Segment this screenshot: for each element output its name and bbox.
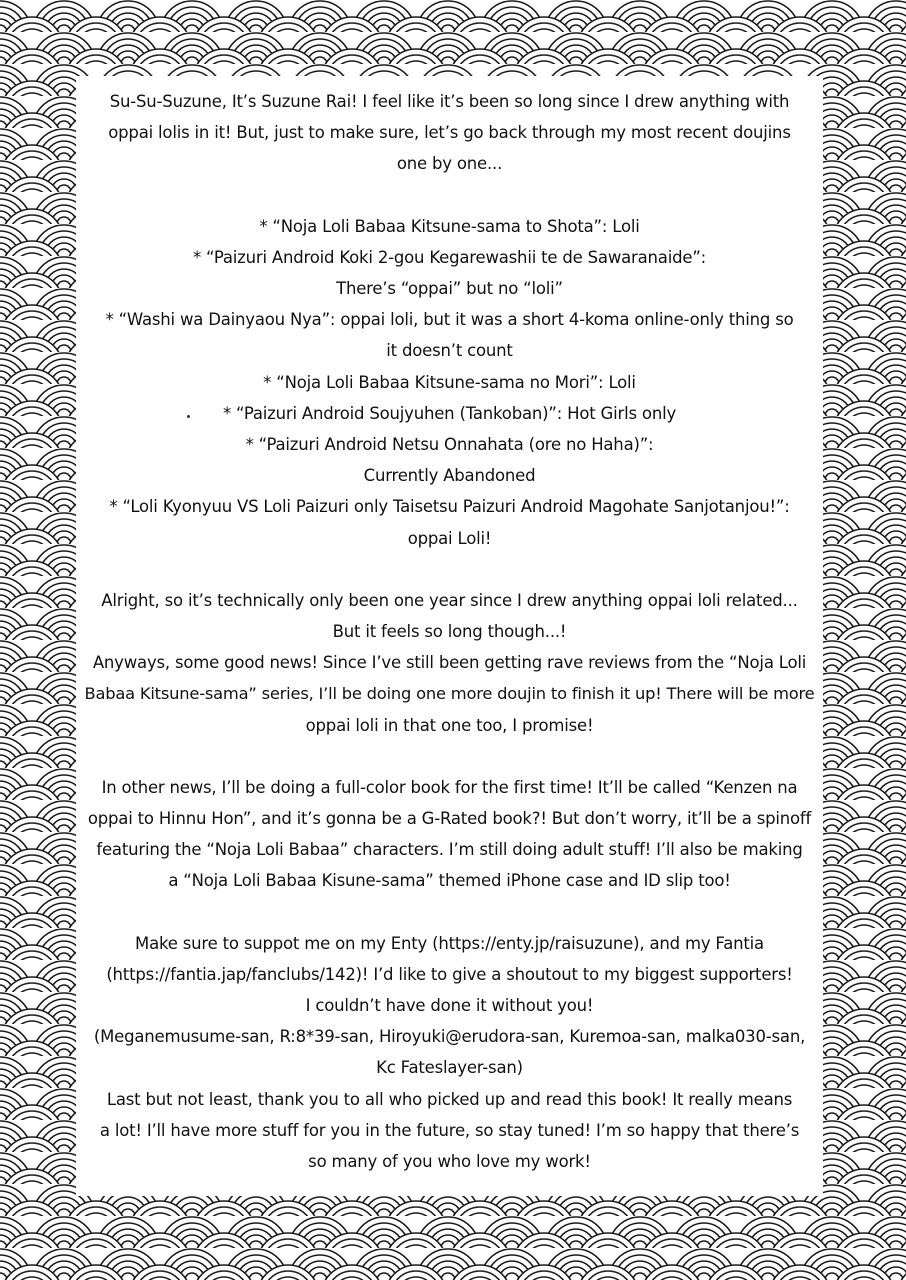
text-line: oppai lolis in it! But, just to make sure, let’s go back through my most recent doujins — [108, 123, 791, 143]
full-color-paragraph — [84, 772, 815, 897]
text-line: I couldn’t have done it without you! — [305, 996, 594, 1016]
text-line: (https://fantia.jap/fanclubs/142)! I’d like to give a shoutout to my biggest supporters! — [106, 964, 793, 984]
text-line: Last but not least, thank you to all who picked up and read this book! It really means — [106, 1089, 793, 1109]
list-item: it doesn’t count — [386, 341, 513, 361]
thanks-paragraph — [84, 928, 815, 1178]
list-item: * “Noja Loli Babaa Kitsune-sama to Shota”: Loli — [259, 216, 640, 236]
text-line: featuring the “Noja Loli Babaa” characters. I’m still doing adult stuff! I’ll also be making — [96, 840, 803, 860]
text-line: Alright, so it’s technically only been one year since I drew anything oppai loli related... — [101, 590, 798, 610]
text-line: oppai loli in that one too, I promise! — [305, 715, 594, 735]
ink-speck — [187, 415, 190, 418]
list-item: * “Washi wa Dainyaou Nya”: oppai loli, but it was a short 4-koma online-only thing so — [105, 310, 794, 330]
text-line: Kc Fateslayer-san) — [376, 1058, 523, 1078]
list-item: * “Paizuri Android Koki 2-gou Kegarewashii te de Sawaranaide”: — [192, 247, 707, 267]
text-line: so many of you who love my work! — [308, 1152, 591, 1172]
list-item: * “Noja Loli Babaa Kitsune-sama no Mori”: Loli — [263, 372, 636, 392]
news-paragraph — [84, 585, 815, 741]
text-line: Babaa Kitsune-sama” series, I’ll be doing one more doujin to finish it up! There will be more — [84, 684, 815, 704]
list-item: * “Paizuri Android Soujyuhen (Tankoban)”: Hot Girls only — [222, 403, 677, 423]
text-panel — [76, 76, 823, 1196]
text-line: oppai to Hinnu Hon”, and it’s gonna be a G-Rated book?! But don’t worry, it’ll be a spinoff — [87, 809, 812, 829]
list-item: * “Paizuri Android Netsu Onnahata (ore no Haha)”: — [245, 435, 654, 455]
list-item: There’s “oppai” but no “loli” — [336, 279, 563, 299]
text-line: Make sure to suppot me on my Enty (https://enty.jp/raisuzune), and my Fantia — [135, 933, 764, 953]
text-line: one by one... — [396, 154, 503, 174]
text-line: a “Noja Loli Babaa Kisune-sama” themed iPhone case and ID slip too! — [168, 871, 731, 891]
text-line: But it feels so long though...! — [332, 622, 567, 642]
list-item: Currently Abandoned — [363, 466, 536, 486]
list-item: oppai Loli! — [407, 528, 492, 548]
list-item: * “Loli Kyonyuu VS Loli Paizuri only Taisetsu Paizuri Android Magohate Sanjotanjou!”: — [109, 497, 790, 517]
text-line: a lot! I’ll have more stuff for you in the future, so stay tuned! I’m so happy that there’s — [99, 1120, 800, 1140]
text-line: Anyways, some good news! Since I’ve still been getting rave reviews from the “Noja Loli — [92, 653, 807, 673]
doujin-list — [84, 211, 815, 554]
text-line: In other news, I’ll be doing a full-color book for the first time! It’ll be called “Kenzen na — [101, 777, 798, 797]
text-line: Su-Su-Suzune, It’s Suzune Rai! I feel like it’s been so long since I drew anything with — [109, 92, 790, 111]
intro-paragraph — [84, 86, 815, 180]
text-line: (Meganemusume-san, R:8*39-san, Hiroyuki@erudora-san, Kuremoa-san, malka030-san, — [93, 1027, 806, 1047]
